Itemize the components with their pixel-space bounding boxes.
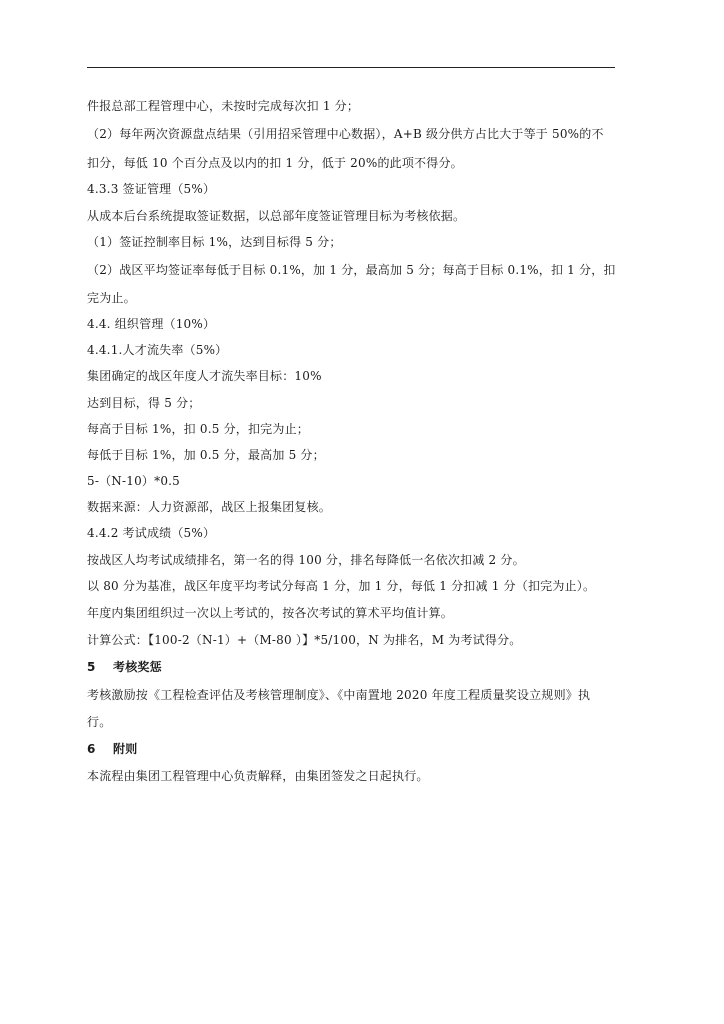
text-line: 件报总部工程管理中心，未按时完成每次扣 1 分； xyxy=(87,99,360,113)
section-heading-5 xyxy=(87,659,627,675)
text-line: 每低于目标 1%，加 0.5 分，最高加 5 分； xyxy=(87,448,325,462)
text-line: 年度内集团组织过一次以上考试的，按各次考试的算术平均值计算。 xyxy=(87,606,454,620)
section-heading: 4.4.1.人才流失率（5%） xyxy=(87,343,228,357)
text-line: 按战区人均考试成绩排名，第一名的得 100 分，排名每降低一名依次扣减 2 分。 xyxy=(87,553,525,567)
header-rule xyxy=(87,67,615,68)
section-heading-6 xyxy=(87,741,627,757)
text-line: 数据来源：人力资源部，战区上报集团复核。 xyxy=(87,500,332,514)
section-heading: 4.4.2 考试成绩（5%） xyxy=(87,526,216,540)
text-line: 扣分，每低 10 个百分点及以内的扣 1 分，低于 20%的此项不得分。 xyxy=(87,156,463,170)
section-heading: 4.4. 组织管理（10%） xyxy=(87,317,216,331)
text-line: 达到目标，得 5 分； xyxy=(87,396,201,410)
section-number: 6 xyxy=(87,742,96,756)
section-number: 5 xyxy=(87,660,96,674)
text-line: 每高于目标 1%，扣 0.5 分，扣完为止； xyxy=(87,422,309,436)
section-title: 考核奖惩 xyxy=(113,660,162,674)
text-line: （1）签证控制率目标 1%，达到目标得 5 分； xyxy=(87,235,342,249)
text-line: 本流程由集团工程管理中心负责解释，由集团签发之日起执行。 xyxy=(87,769,429,783)
text-line: 从成本后台系统提取签证数据，以总部年度签证管理目标为考核依据。 xyxy=(87,209,466,223)
section-title: 附则 xyxy=(113,742,138,756)
text-line: 集团确定的战区年度人才流失率目标：10% xyxy=(87,369,322,383)
text-line: （2）战区平均签证率每低于目标 0.1%，加 1 分，最高加 5 分；每高于目标 0.1%，扣 1 分，扣 xyxy=(87,263,616,277)
formula-line: 计算公式：【100-2（N-1）+（M-80 ）】*5/100，N 为排名，M 为考试得分。 xyxy=(87,633,522,647)
text-line: （2）每年两次资源盘点结果（引用招采管理中心数据），A+B 级分供方占比大于等于 50%的不 xyxy=(87,127,604,141)
text-line: 以 80 分为基准，战区年度平均考试分每高 1 分，加 1 分，每低 1 分扣减 1 分（扣完为止）。 xyxy=(87,579,596,593)
formula-line: 5-（N-10）*0.5 xyxy=(87,474,180,488)
text-line: 行。 xyxy=(87,715,112,729)
text-line: 完为止。 xyxy=(87,291,136,305)
section-heading: 4.3.3 签证管理（5%） xyxy=(87,182,216,196)
text-line: 考核激励按《工程检查评估及考核管理制度》、《中南置地 2020 年度工程质量奖设立规则》执 xyxy=(87,688,591,702)
